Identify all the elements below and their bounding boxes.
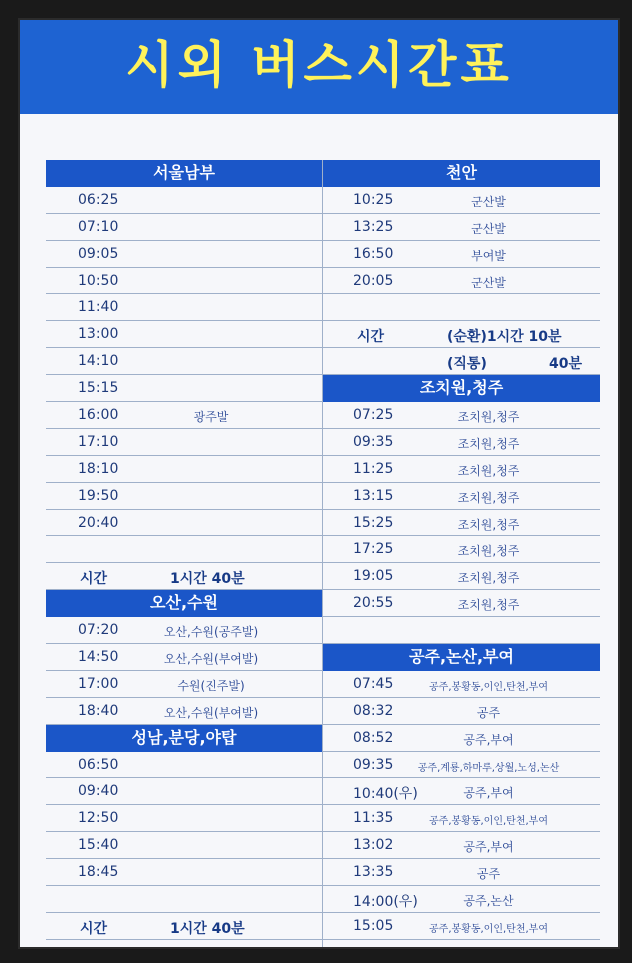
table-row [323, 886, 600, 913]
table-row [323, 294, 600, 321]
section-header-cheonan: 천안 [323, 160, 600, 187]
departure-time: 11:35 [353, 810, 394, 827]
right-column [323, 160, 600, 940]
section-header-jochiwon: 조치원,청주 [323, 375, 600, 402]
departure-time: 10:25 [353, 191, 394, 208]
table-row [323, 859, 600, 886]
table-row [323, 483, 600, 510]
table-row [46, 483, 322, 510]
departure-time: 16:50 [353, 245, 394, 262]
table-row [46, 617, 322, 644]
departure-time: 16:00 [78, 407, 119, 424]
interval-row [46, 563, 322, 590]
interval-label: 시간 [80, 571, 108, 588]
table-row [46, 698, 322, 725]
table-row [323, 456, 600, 483]
departure-time: 07:25 [353, 407, 394, 424]
departure-time: 13:02 [353, 837, 394, 854]
departure-time: 06:25 [78, 191, 119, 208]
departure-time: 09:35 [353, 433, 394, 450]
route-note: 오산,수원(공주발) [163, 625, 259, 640]
route-note: 공주,봉황동,이인,탄천,부여 [429, 816, 548, 828]
departure-time: 14:50 [78, 649, 119, 666]
departure-time: 09:05 [78, 245, 119, 262]
timetable-board [18, 18, 620, 949]
table-row [46, 752, 322, 779]
table-row [46, 536, 322, 563]
route-note: 조치원,청주 [457, 598, 520, 613]
route-note: 공주 [476, 705, 501, 720]
route-note: 오산,수원(부여발) [163, 705, 259, 720]
table-row [323, 752, 600, 779]
table-row [46, 671, 322, 698]
interval-label: 시간 [357, 329, 385, 346]
table-row [46, 644, 322, 671]
table-row [323, 268, 600, 295]
departure-time: 15:05 [353, 917, 394, 934]
departure-time: 09:35 [353, 756, 394, 773]
departure-time: 14:00(우) [353, 894, 418, 911]
table-row [323, 214, 600, 241]
departure-time: 17:25 [353, 541, 394, 558]
departure-time: 19:50 [78, 487, 119, 504]
departure-time: 14:10 [78, 353, 119, 370]
table-row [46, 778, 322, 805]
table-row [323, 698, 600, 725]
table-row [46, 294, 322, 321]
table-row [46, 456, 322, 483]
interval-row-direct [323, 348, 600, 375]
route-note: 광주발 [193, 410, 229, 425]
departure-time: 13:35 [353, 864, 394, 881]
departure-time: 18:45 [78, 864, 119, 881]
table-row [323, 617, 600, 644]
departure-time: 12:50 [78, 810, 119, 827]
table-row [46, 214, 322, 241]
departure-time: 07:20 [78, 622, 119, 639]
interval-label: 시간 [80, 920, 108, 937]
route-note: 조치원,청주 [457, 490, 520, 505]
table-row [46, 402, 322, 429]
interval-value: 1시간 40분 [170, 571, 245, 588]
departure-time: 13:00 [78, 326, 119, 343]
departure-time: 15:40 [78, 837, 119, 854]
route-note: 조치원,청주 [457, 571, 520, 586]
departure-time: 08:32 [353, 702, 394, 719]
table-row [46, 348, 322, 375]
departure-time: 20:05 [353, 272, 394, 289]
departure-time: 07:10 [78, 218, 119, 235]
route-note: 공주,봉황동,이인,탄천,부여 [429, 681, 548, 693]
route-note: 공주,봉황동,이인,탄천,부여 [429, 923, 548, 935]
table-row [323, 241, 600, 268]
route-note: 조치원,청주 [457, 544, 520, 559]
table-row [323, 805, 600, 832]
left-column [46, 160, 322, 940]
table-row [46, 268, 322, 295]
table-row [323, 778, 600, 805]
departure-time: 15:15 [78, 380, 119, 397]
route-note: 군산발 [471, 275, 506, 290]
departure-time: 15:25 [353, 514, 394, 531]
route-note: 공주,계룡,하마루,상월,노성,논산 [417, 762, 560, 774]
table-row [46, 375, 322, 402]
table-row [323, 913, 600, 940]
table-row [46, 429, 322, 456]
section-header-seongnam: 성남,분당,야탑 [46, 725, 322, 752]
interval-value: 1시간 40분 [170, 920, 245, 937]
route-note: 조치원,청주 [457, 436, 520, 451]
table-row [46, 805, 322, 832]
table-row [46, 321, 322, 348]
route-note: 조치원,청주 [457, 410, 520, 425]
interval-direct-label: (직통) [447, 356, 487, 373]
departure-time: 08:52 [353, 729, 394, 746]
section-header-seoul: 서울남부 [46, 160, 322, 187]
departure-time: 13:15 [353, 487, 394, 504]
table-row [323, 671, 600, 698]
route-note: 공주,부여 [463, 732, 514, 747]
departure-time: 07:45 [353, 675, 394, 692]
table-row [46, 859, 322, 886]
table-row [323, 590, 600, 617]
departure-time: 09:40 [78, 783, 119, 800]
departure-time: 20:40 [78, 514, 119, 531]
section-header-gongju: 공주,논산,부여 [323, 644, 600, 671]
departure-time: 20:55 [353, 595, 394, 612]
route-note: 공주,논산 [463, 894, 514, 909]
departure-time: 13:25 [353, 218, 394, 235]
title-banner [20, 20, 618, 114]
route-note: 공주 [476, 867, 501, 882]
page-title: 시외 버스시간표 [125, 36, 513, 94]
table-row [46, 510, 322, 537]
interval-circular: (순환)1시간 10분 [447, 329, 562, 346]
table-row [323, 832, 600, 859]
table-row [46, 832, 322, 859]
table-row [323, 563, 600, 590]
table-row [46, 241, 322, 268]
departure-time: 19:05 [353, 568, 394, 585]
departure-time: 17:10 [78, 433, 119, 450]
interval-row [46, 913, 322, 940]
route-note: 공주,부여 [463, 786, 514, 801]
departure-time: 11:40 [78, 299, 119, 316]
table-row [323, 187, 600, 214]
route-note: 오산,수원(부여발) [163, 652, 259, 667]
departure-time: 10:40(우) [353, 786, 418, 803]
table-row [46, 187, 322, 214]
table-row [46, 886, 322, 913]
section-header-osan: 오산,수원 [46, 590, 322, 617]
table-row [323, 536, 600, 563]
table-row [323, 429, 600, 456]
route-note: 공주,부여 [463, 840, 514, 855]
departure-time: 18:40 [78, 702, 119, 719]
departure-time: 06:50 [78, 756, 119, 773]
table-row [323, 510, 600, 537]
departure-time: 18:10 [78, 460, 119, 477]
interval-direct-value: 40분 [548, 356, 582, 373]
departure-time: 17:00 [78, 675, 119, 692]
table-row [323, 725, 600, 752]
route-note: 조치원,청주 [457, 517, 520, 532]
route-note: 군산발 [471, 194, 506, 209]
departure-time: 10:50 [78, 272, 119, 289]
route-note: 군산발 [471, 221, 506, 236]
table-row [323, 402, 600, 429]
route-note: 부여발 [471, 248, 506, 263]
route-note: 수원(진주발) [177, 678, 245, 693]
departure-time: 11:25 [353, 460, 394, 477]
interval-row [323, 321, 600, 348]
route-note: 조치원,청주 [457, 463, 520, 478]
